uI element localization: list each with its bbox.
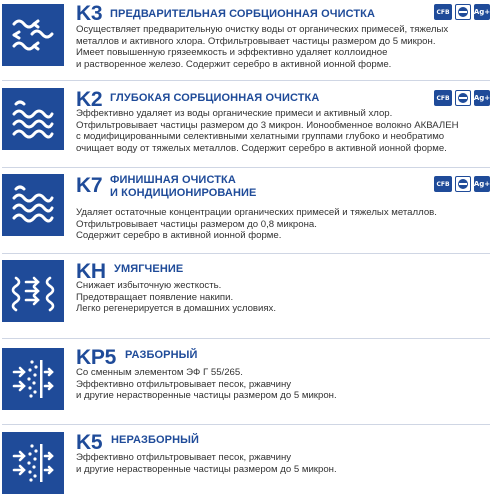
cartridge-title [110,174,256,200]
divider [2,167,490,168]
cartridge-row-k3 [0,0,493,85]
cartridge-row-k5 [0,430,493,500]
cartridge-row-k7 [0,172,493,257]
cartridge-title: ГЛУБОКАЯ СОРБЦИОННАЯ ОЧИСТКА [110,92,320,104]
cartridge-description [76,367,488,402]
description-line: Со сменным элементом ЭФ Г 55/265. [76,367,243,378]
waves-arrows-icon [2,4,64,66]
description-line: Осуществляет предварительную очистку воды от органических примесей, тяжелых [76,24,449,35]
cfb-badge: CFB [434,4,452,20]
certification-badges [434,4,490,20]
cartridge-description [76,452,346,475]
description-line: Отфильтровывает частицы размером до 0,8 микрона. [76,218,317,230]
cartridge-code: KH [76,260,106,283]
cartridge-description [76,108,488,154]
cartridge-row-kh [0,258,493,343]
cartridge-title: УМЯГЧЕНИЕ [114,263,184,275]
cartridge-row-k2 [0,86,493,171]
cartridge-code: KP5 [76,346,116,369]
description-line: Эффективно отфильтровывает песок, ржавчину [76,452,292,463]
silver-ion-badge: Ag+ [474,4,490,20]
cartridge-description [76,24,488,70]
cartridge-description [76,207,488,242]
waves-icon [2,174,64,236]
title-line: ФИНИШНАЯ ОЧИСТКА [110,174,236,186]
divider [2,338,490,339]
description-line: очищает воду от тяжелых металлов. Содержит серебро в активной ионной форме. [76,142,447,154]
description-line: Отфильтровывает частицы размером до 3 микрон. Ионообменное волокно АКВАЛЕН [76,119,459,131]
description-line: Имеет повышенную грязеемкость и эффективно удаляет коллоидное [76,47,388,58]
cartridge-title: РАЗБОРНЫЙ [125,349,198,361]
silver-ion-badge: Ag+ [474,90,490,106]
description-line: Удаляет остаточные концентрации органических примесей и тяжелых металлов. [76,207,437,218]
description-line: Снижает избыточную жесткость. [76,280,222,291]
divider [2,424,490,425]
divider [2,253,490,254]
description-line: Эффективно удаляет из воды органические примеси и активный хлор. [76,108,393,119]
cartridge-description [76,280,488,315]
cartridge-title: НЕРАЗБОРНЫЙ [111,434,200,446]
softening-arrows-icon [2,260,64,322]
waves-icon [2,88,64,150]
cartridge-code: K5 [76,431,103,454]
description-line: с модифицированными селективными хелатными группами глубоко и необратимо [76,131,445,142]
cartridge-code: K7 [76,174,103,197]
certification-badges [434,176,490,192]
description-line: металлов и активного хлора. Отфильтровывает частицы размером до 5 микрон. [76,35,436,47]
nsf-logo-icon [455,4,471,20]
cartridge-code: K2 [76,88,103,111]
silver-ion-badge: Ag+ [474,176,490,192]
cfb-badge: CFB [434,90,452,106]
cartridge-code: K3 [76,2,103,25]
description-line: и другие нерастворенные частицы размером до 5 микрон. [76,390,337,401]
divider [2,80,490,81]
sediment-filter-icon [2,432,64,494]
cartridge-title: ПРЕДВАРИТЕЛЬНАЯ СОРБЦИОННАЯ ОЧИСТКА [110,8,376,20]
description-line: Легко регенерируется в домашних условиях. [76,303,277,314]
sediment-filter-icon [2,348,64,410]
description-line: и другие нерастворенные частицы размером до 5 микрон. [76,463,337,475]
description-line: Содержит серебро в активной ионной форме. [76,230,282,241]
description-line: и растворенное железо. Содержит серебро в активной ионной форме. [76,58,392,70]
title-line: И КОНДИЦИОНИРОВАНИЕ [110,187,257,199]
cfb-badge: CFB [434,176,452,192]
nsf-logo-icon [455,90,471,106]
description-line: Эффективно отфильтровывает песок, ржавчину [76,378,292,390]
certification-badges [434,90,490,106]
description-line: Предотвращает появление накипи. [76,291,234,303]
cartridge-row-kp5 [0,344,493,429]
nsf-logo-icon [455,176,471,192]
